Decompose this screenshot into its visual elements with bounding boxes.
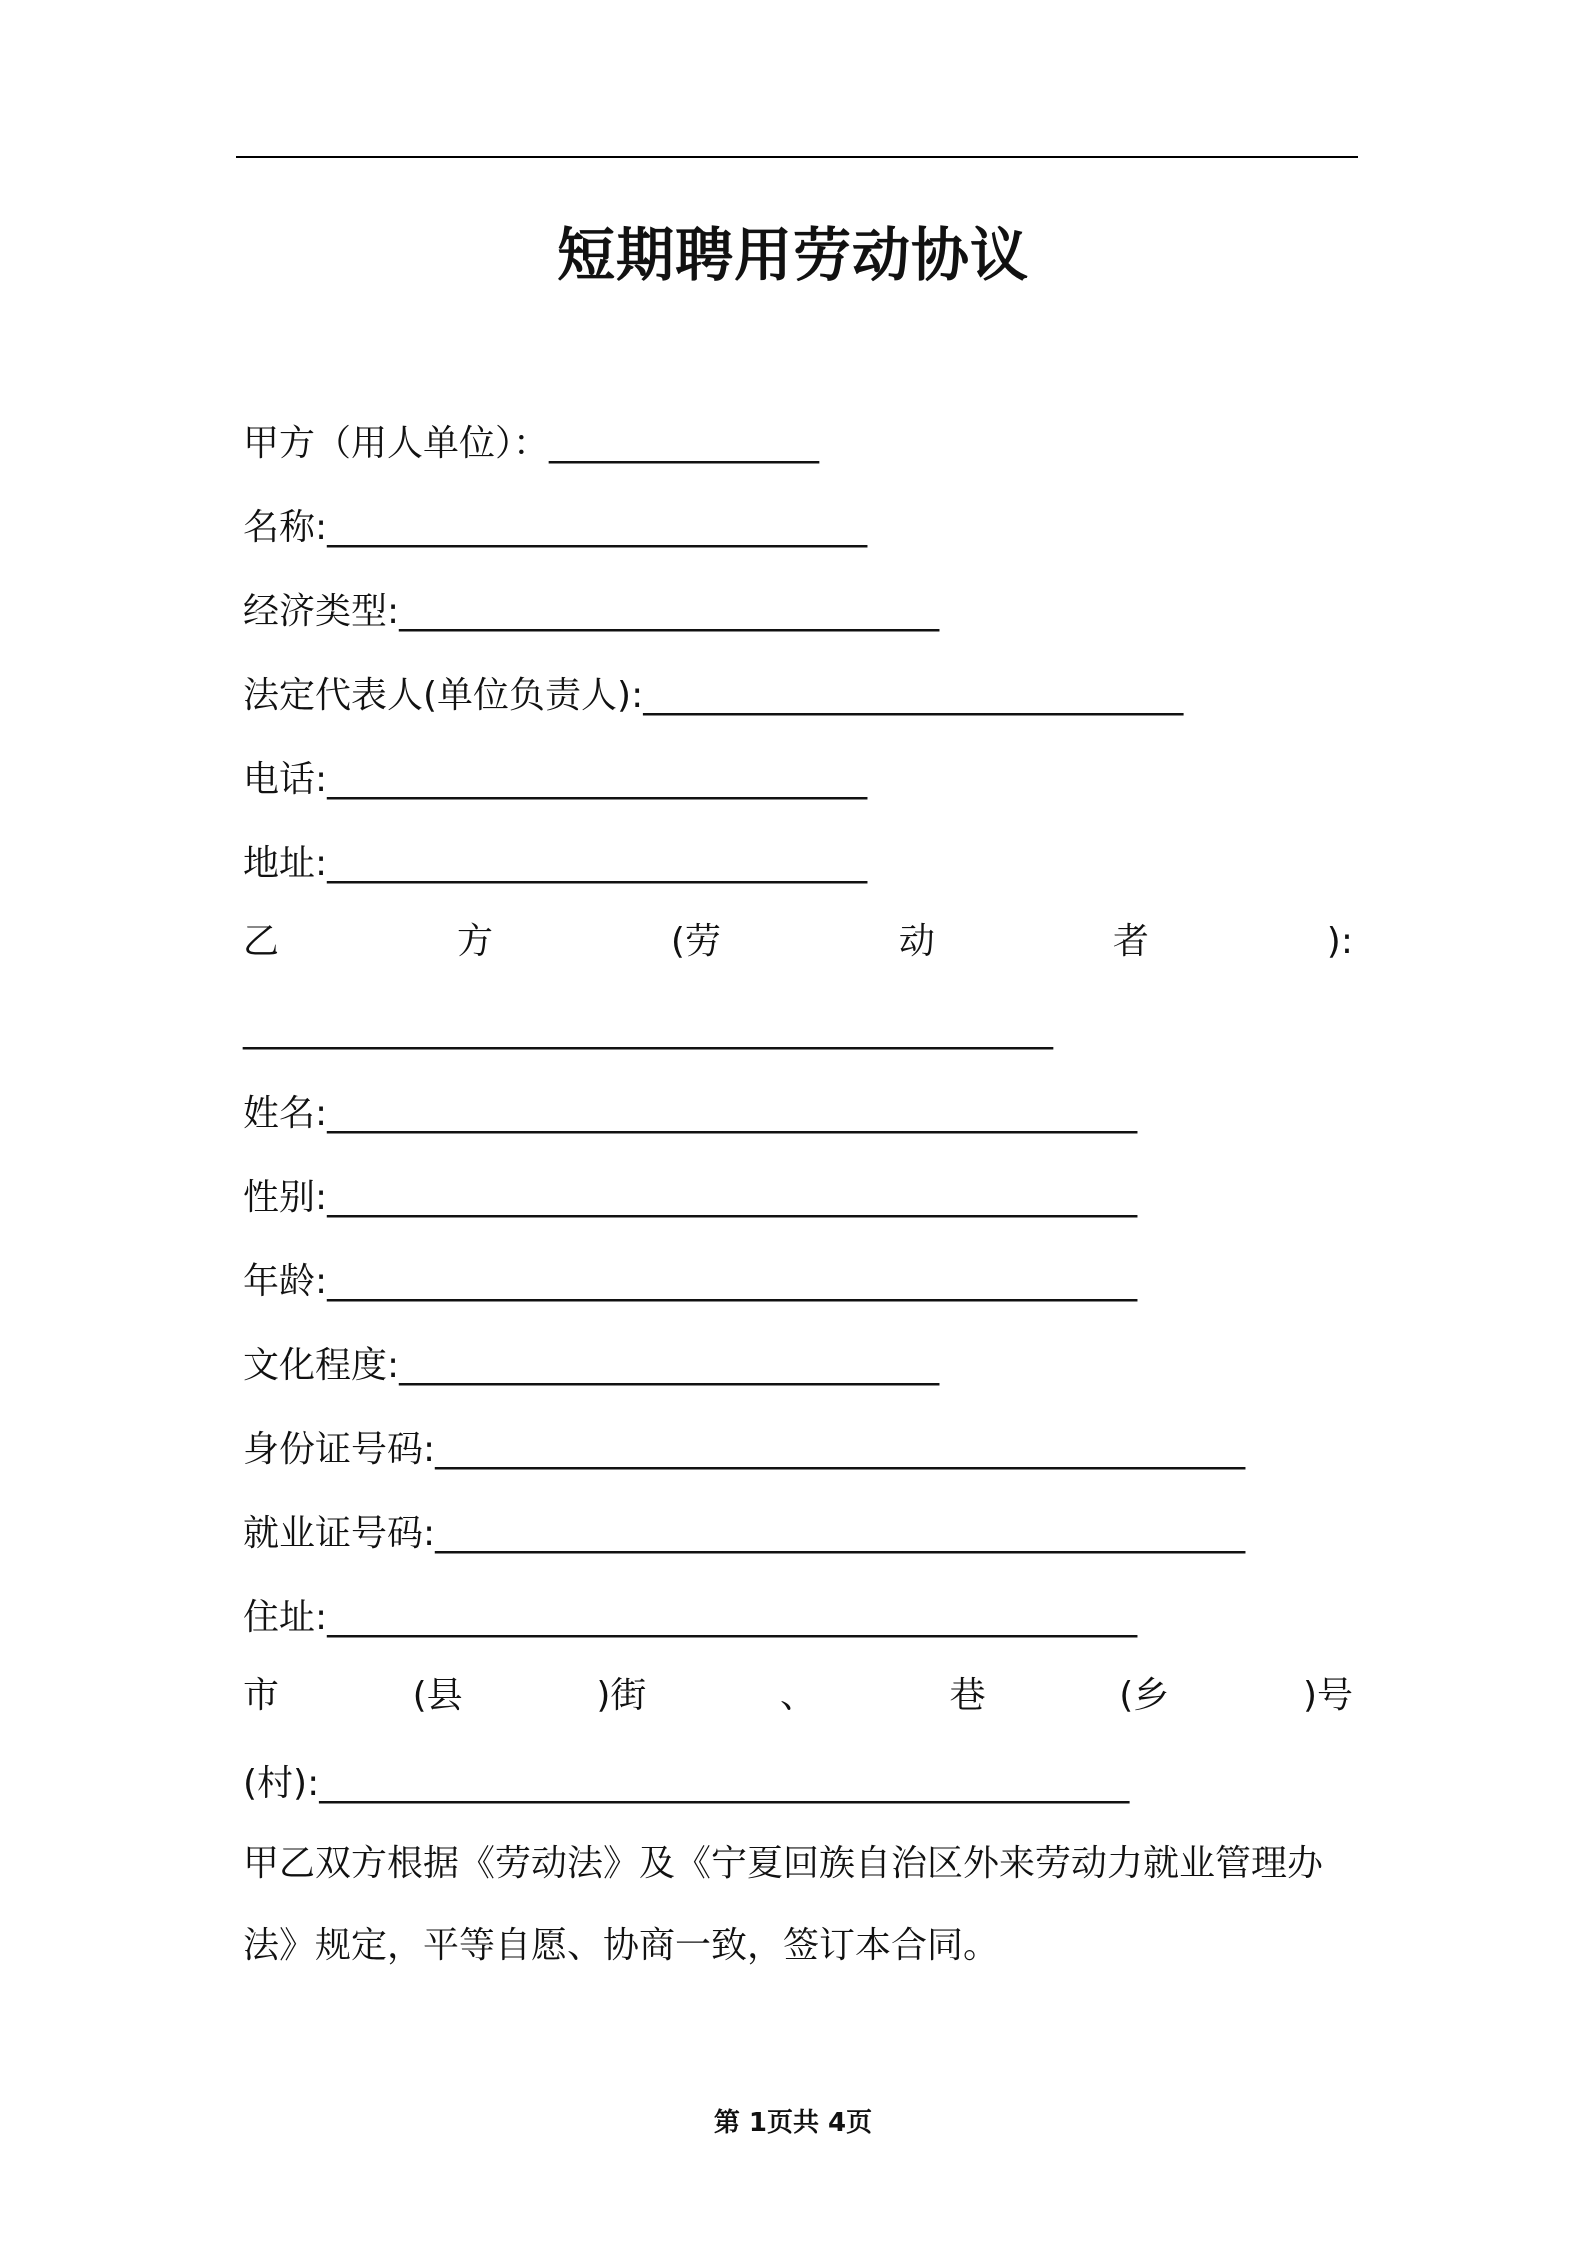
party-b-part: (劳 — [670, 921, 721, 962]
field-age: 年龄:_____________________________________________ — [243, 1261, 1138, 1302]
street-part: (县 — [412, 1675, 463, 1716]
party-b-part: 乙 — [243, 921, 280, 962]
street-address-line — [243, 1675, 1353, 1716]
document-title: 短期聘用劳动协议 — [556, 221, 1029, 289]
agreement-paragraph-line-1: 甲乙双方根据《劳动法》及《宁夏回族自治区外来劳动力就业管理办 — [243, 1843, 1324, 1884]
street-part: 巷 — [949, 1675, 986, 1716]
party-b-part: ): — [1326, 921, 1353, 962]
page-number: 第 1页共 4页 — [713, 2108, 873, 2138]
field-phone: 电话:______________________________ — [243, 759, 868, 800]
field-full-name: 姓名:_____________________________________________ — [243, 1093, 1138, 1134]
street-part: 、 — [779, 1675, 816, 1716]
street-part: 市 — [243, 1675, 280, 1716]
street-part: )号 — [1302, 1675, 1353, 1716]
field-employment-certificate: 就业证号码:_____________________________________________ — [243, 1513, 1246, 1554]
party-b-blank: _____________________________________________ — [243, 1009, 1053, 1050]
party-b-part: 动 — [898, 921, 935, 962]
field-education: 文化程度:______________________________ — [243, 1345, 940, 1386]
street-part: (乡 — [1119, 1675, 1170, 1716]
header-rule — [236, 156, 1358, 158]
agreement-paragraph-line-2: 法》规定，平等自愿、协商一致，签订本合同。 — [243, 1925, 1000, 1966]
party-b-part: 方 — [456, 921, 493, 962]
field-gender: 性别:_____________________________________________ — [243, 1177, 1138, 1218]
field-id-number: 身份证号码:_____________________________________________ — [243, 1429, 1246, 1470]
field-residence: 住址:_____________________________________________ — [243, 1597, 1138, 1638]
field-party-a: 甲方（用人单位）：_______________ — [243, 423, 820, 464]
party-b-part: 者 — [1112, 921, 1149, 962]
party-b-heading — [243, 921, 1353, 962]
field-legal-representative: 法定代表人(单位负责人):______________________________ — [243, 675, 1184, 716]
field-village: (村):_____________________________________________ — [243, 1763, 1130, 1804]
field-address: 地址:______________________________ — [243, 843, 868, 884]
field-economy-type: 经济类型:______________________________ — [243, 591, 940, 632]
street-part: )街 — [596, 1675, 647, 1716]
field-name: 名称:______________________________ — [243, 507, 868, 548]
